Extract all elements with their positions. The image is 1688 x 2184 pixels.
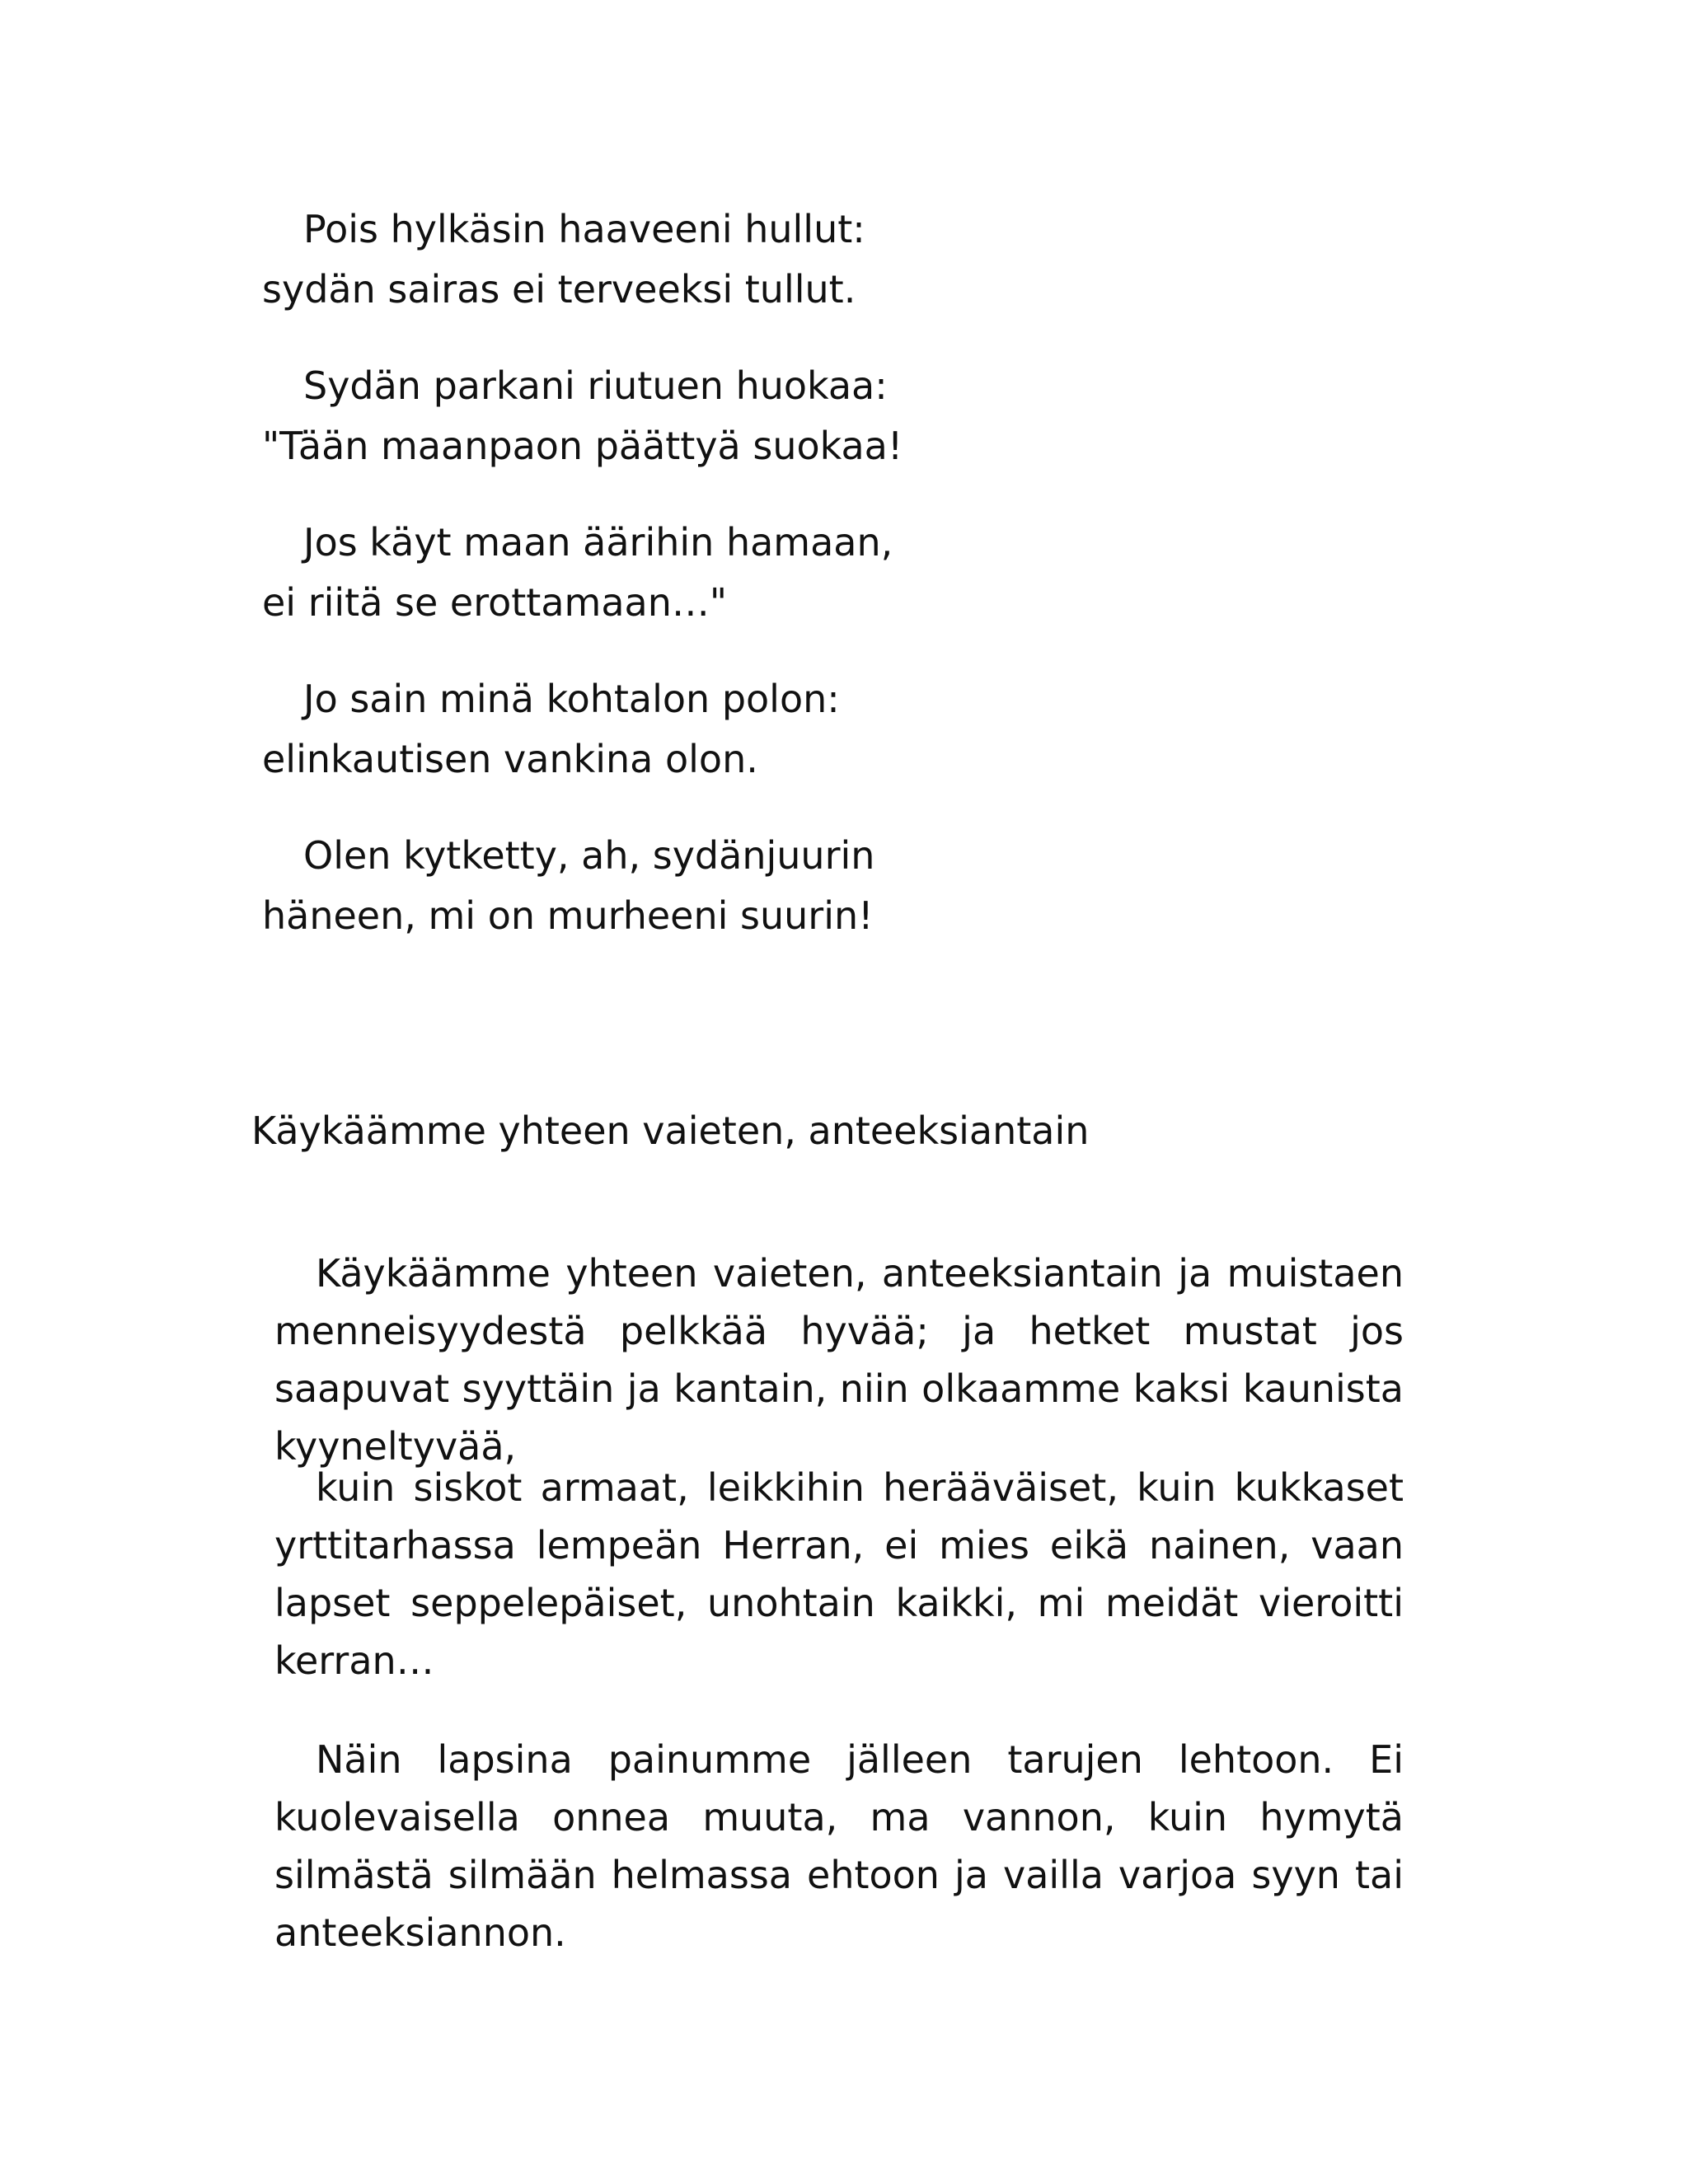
paragraph: Näin lapsina painumme jälleen tarujen lehtoon. Ei kuolevaisella onnea muuta, ma vannon, kuin hymytä silmästä silmään helmassa ehtoon ja vailla varjoa syyn tai anteeksiannon. (274, 1737, 1404, 1955)
paragraph: Käykäämme yhteen vaieten, anteeksiantain ja muistaen menneisyydestä pelkkää hyvää; ja hetket mustat jos saapuvat syyttäin ja kantain, niin olkaamme kaksi kaunista kyyneltyvää, (274, 1251, 1404, 1469)
poem-line: Sydän parkani riutuen huokaa: (303, 363, 888, 408)
poem-line: Olen kytketty, ah, sydänjuurin (303, 833, 875, 878)
poem-line: ei riitä se erottamaan…" (262, 580, 728, 625)
poem-line: häneen, mi on murheeni suurin! (262, 893, 874, 938)
paragraph: kuin siskot armaat, leikkihin herääväiset, kuin kukkaset yrttitarhassa lempeän Herran, ei mies eikä nainen, vaan lapset seppelepäiset, unohtain kaikki, mi meidät vieroitti kerran… (274, 1465, 1404, 1683)
poem-line: sydän sairas ei terveeksi tullut. (262, 267, 856, 312)
poem-stanza (262, 513, 1004, 633)
poem-line: Pois hylkäsin haaveeni hullut: (303, 207, 865, 251)
poem-stanza (262, 669, 1004, 790)
poem-line: Jo sain minä kohtalon polon: (303, 677, 840, 721)
poem-stanza (262, 826, 1004, 946)
poem-line: "Tään maanpaon päättyä suokaa! (262, 424, 903, 468)
section-title: Käykäämme yhteen vaieten, anteeksiantain (251, 1108, 1090, 1153)
poem-stanza (262, 199, 1004, 320)
poem-line: Jos käyt maan äärihin hamaan, (303, 520, 893, 565)
poem-stanza (262, 356, 1004, 476)
poem-line: elinkautisen vankina olon. (262, 737, 758, 781)
